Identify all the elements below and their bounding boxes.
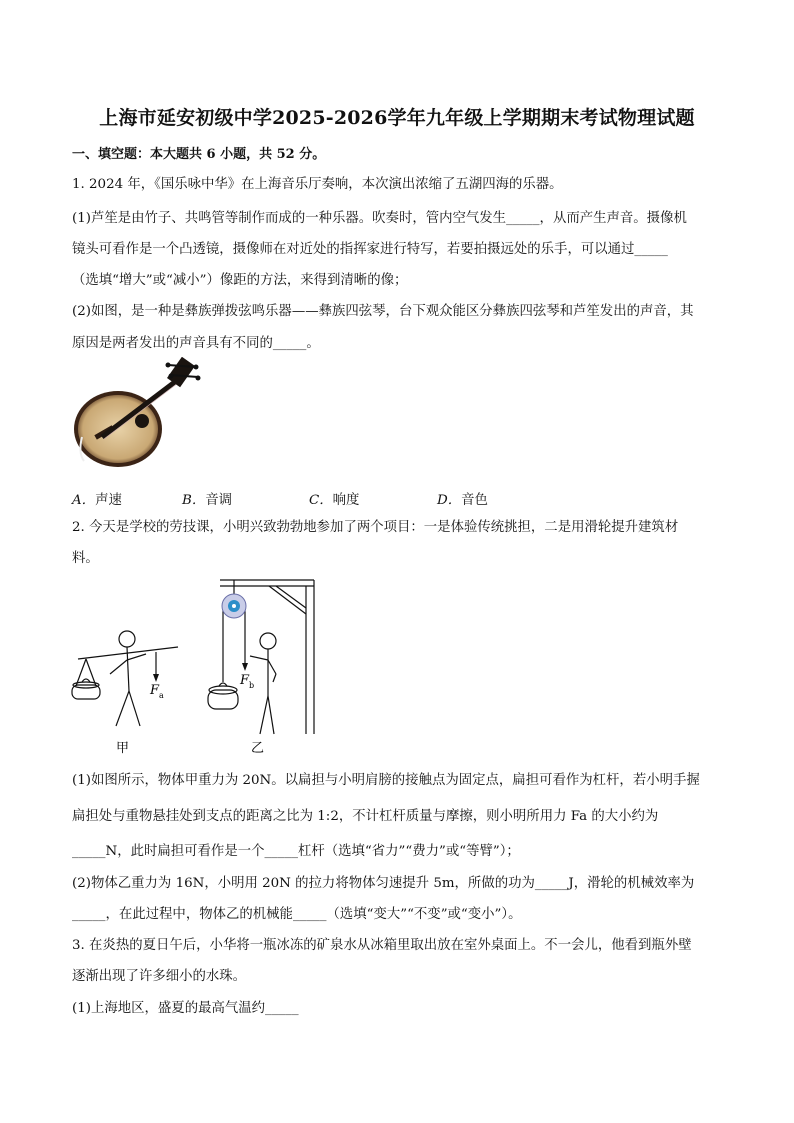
force-b-label: F <box>240 673 250 688</box>
q1-part2-line2: 原因是两者发出的声音具有不同的_____。 <box>72 336 320 351</box>
q2-part2-line1: (2)物体乙重力为 16N，小明用 20N 的拉力将物体匀速提升 5m，所做的功为_____J，滑轮的机械效率为 <box>72 876 695 891</box>
force-b-arrow <box>242 663 248 671</box>
q1-part1-line1: (1)芦笙是由竹子、共鸣管等制作而成的一种乐器。吹奏时，管内空气发生_____，从而产生声音。摄像机 <box>72 211 687 226</box>
page-title: 上海市延安初级中学2025-2026学年九年级上学期期末考试物理试题 <box>99 107 695 129</box>
q2-part1-line2: 扁担处与重物悬挂处到支点的距离之比为 1:2，不计杠杆质量与摩擦，则小明所用力 Fa 的大小约为 <box>72 809 659 824</box>
q1-option-d: D．音色 <box>437 493 488 508</box>
q3-stem-line2: 逐渐出现了许多细小的水珠。 <box>72 969 247 984</box>
q3-part1-line1: (1)上海地区，盛夏的最高气温约_____ <box>72 1001 299 1016</box>
q2-part1-line3: _____N，此时扁担可看作是一个_____杠杆（选填“省力”“费力”或“等臂”）； <box>72 844 520 859</box>
yi-four-string-lute-image <box>72 357 202 472</box>
figure-a-carrying-pole <box>72 631 178 726</box>
q1-part1-line2: 镜头可看作是一个凸透镜，摄像师在对近处的指挥家进行特写，若要拍摄远处的乐手，可以通过_____ <box>72 242 668 257</box>
force-a-arrow <box>153 674 159 682</box>
figure-b-label: 乙 <box>251 741 265 756</box>
q1-option-c: C．响度 <box>309 493 360 508</box>
force-a-label: F <box>150 683 160 698</box>
q1-part1-line3: （选填“增大”或“减小”）像距的方法，来得到清晰的像； <box>72 273 408 288</box>
q1-option-a: A．声速 <box>72 493 122 508</box>
q2-stem-line1: 2. 今天是学校的劳技课，小明兴致勃勃地参加了两个项目：一是体验传统挑担，二是用滑轮提升建筑材 <box>72 520 679 535</box>
q2-stem-line2: 料。 <box>72 551 99 566</box>
q2-part1-line1: (1)如图所示，物体甲重力为 20N。以扁担与小明肩膀的接触点为固定点，扁担可看作为杠杆，若小明手握 <box>72 773 700 788</box>
force-b-subscript: b <box>249 681 255 690</box>
q1-option-b: B．音调 <box>182 493 233 508</box>
q1-part2-line1: (2)如图，是一种是彝族弹拨弦鸣乐器——彝族四弦琴，台下观众能区分彝族四弦琴和芦笙发出的声音，其 <box>72 304 694 319</box>
figure-a-label: 甲 <box>116 741 130 756</box>
lever-and-pulley-diagram <box>64 574 324 759</box>
q2-part2-line2: _____，在此过程中，物体乙的机械能_____（选填“变大”“不变”或“变小”）。 <box>72 907 522 922</box>
force-a-subscript: a <box>159 691 164 700</box>
section-heading: 一、填空题：本大题共 6 小题，共 52 分。 <box>72 147 326 162</box>
q1-stem: 1. 2024 年，《国乐咏中华》在上海音乐厅奏响，本次演出浓缩了五湖四海的乐器。 <box>72 177 563 192</box>
q3-stem-line1: 3. 在炎热的夏日午后，小华将一瓶冰冻的矿泉水从冰箱里取出放在室外桌面上。不一会儿，他看到瓶外壁 <box>72 938 692 953</box>
